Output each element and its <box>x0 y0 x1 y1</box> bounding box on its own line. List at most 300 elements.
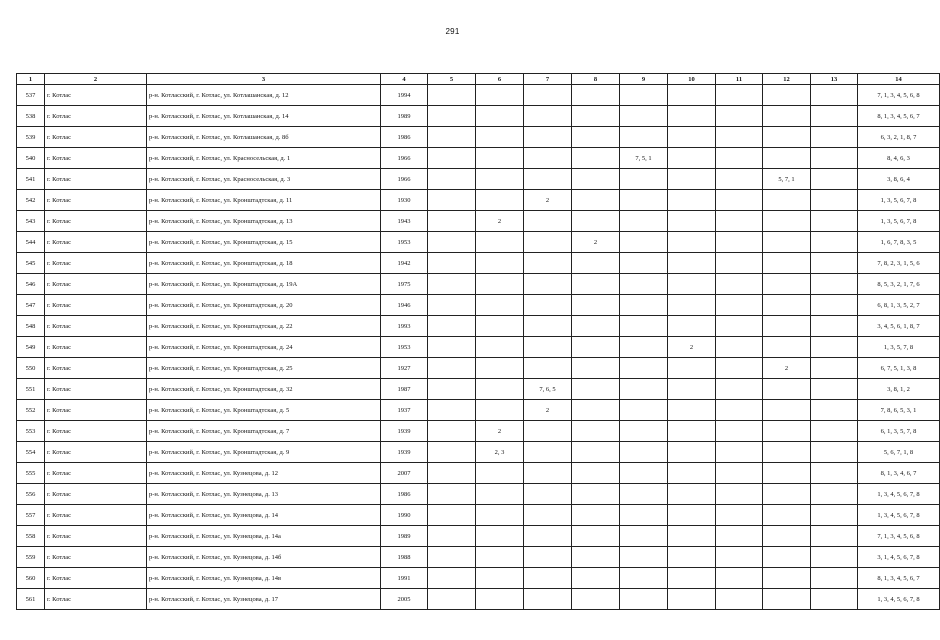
column-header-8: 8 <box>572 74 620 85</box>
cell-col-14: 1, 3, 4, 5, 6, 7, 8 <box>858 505 940 526</box>
column-header-9: 9 <box>620 74 668 85</box>
column-header-12: 12 <box>763 74 811 85</box>
cell-col-7 <box>524 169 572 190</box>
cell-col-7 <box>524 211 572 232</box>
cell-year: 1942 <box>381 253 428 274</box>
cell-col-9 <box>620 526 668 547</box>
cell-col-12 <box>763 463 811 484</box>
cell-col-13 <box>811 169 858 190</box>
cell-col-12 <box>763 316 811 337</box>
cell-col-11 <box>716 190 763 211</box>
cell-col-9 <box>620 400 668 421</box>
cell-col-8 <box>572 337 620 358</box>
cell-col-10 <box>668 106 716 127</box>
cell-col-14: 3, 8, 1, 2 <box>858 379 940 400</box>
cell-col-14: 7, 1, 3, 4, 5, 6, 8 <box>858 526 940 547</box>
cell-col-7 <box>524 232 572 253</box>
cell-col-11 <box>716 421 763 442</box>
cell-col-5 <box>428 211 476 232</box>
table-row <box>17 295 940 316</box>
cell-col-5 <box>428 589 476 610</box>
cell-col-8 <box>572 253 620 274</box>
cell-col-6 <box>476 547 524 568</box>
cell-col-14: 1, 3, 5, 6, 7, 8 <box>858 211 940 232</box>
cell-col-6 <box>476 463 524 484</box>
cell-col-11 <box>716 379 763 400</box>
cell-col-11 <box>716 463 763 484</box>
cell-col-14: 8, 5, 3, 2, 1, 7, 6 <box>858 274 940 295</box>
cell-col-6 <box>476 316 524 337</box>
cell-col-11 <box>716 505 763 526</box>
cell-col-5 <box>428 379 476 400</box>
column-header-11: 11 <box>716 74 763 85</box>
cell-year: 1994 <box>381 85 428 106</box>
cell-row-number: 542 <box>17 190 45 211</box>
cell-row-number: 550 <box>17 358 45 379</box>
cell-col-7 <box>524 358 572 379</box>
cell-col-14: 1, 3, 4, 5, 6, 7, 8 <box>858 589 940 610</box>
table-row <box>17 85 940 106</box>
cell-year: 1986 <box>381 484 428 505</box>
cell-city: г. Котлас <box>45 232 147 253</box>
cell-col-8 <box>572 526 620 547</box>
cell-col-11 <box>716 295 763 316</box>
cell-col-9 <box>620 274 668 295</box>
cell-col-5 <box>428 253 476 274</box>
cell-address: р-н. Котласский, г. Котлас, ул. Кронштадтская, д. 15 <box>147 232 381 253</box>
cell-col-13 <box>811 295 858 316</box>
cell-col-13 <box>811 421 858 442</box>
cell-col-7 <box>524 85 572 106</box>
cell-year: 1991 <box>381 568 428 589</box>
cell-address: р-н. Котласский, г. Котлас, ул. Кронштадтская, д. 18 <box>147 253 381 274</box>
cell-col-10 <box>668 232 716 253</box>
cell-col-6: 2 <box>476 211 524 232</box>
cell-col-8 <box>572 463 620 484</box>
cell-col-10 <box>668 316 716 337</box>
cell-col-7 <box>524 568 572 589</box>
cell-year: 1975 <box>381 274 428 295</box>
cell-col-12: 2 <box>763 358 811 379</box>
cell-city: г. Котлас <box>45 442 147 463</box>
cell-col-5 <box>428 400 476 421</box>
cell-row-number: 557 <box>17 505 45 526</box>
cell-col-10 <box>668 505 716 526</box>
data-table <box>16 73 940 610</box>
cell-col-12 <box>763 400 811 421</box>
cell-city: г. Котлас <box>45 169 147 190</box>
cell-year: 1939 <box>381 421 428 442</box>
cell-col-9 <box>620 337 668 358</box>
cell-year: 1989 <box>381 106 428 127</box>
cell-col-5 <box>428 358 476 379</box>
cell-address: р-н. Котласский, г. Котлас, ул. Кузнецова, д. 17 <box>147 589 381 610</box>
cell-col-11 <box>716 148 763 169</box>
cell-col-10 <box>668 589 716 610</box>
cell-col-6 <box>476 127 524 148</box>
cell-col-5 <box>428 169 476 190</box>
cell-col-12 <box>763 547 811 568</box>
cell-city: г. Котлас <box>45 148 147 169</box>
cell-col-10 <box>668 463 716 484</box>
cell-year: 2007 <box>381 463 428 484</box>
cell-city: г. Котлас <box>45 211 147 232</box>
cell-city: г. Котлас <box>45 253 147 274</box>
cell-col-11 <box>716 484 763 505</box>
cell-col-9 <box>620 316 668 337</box>
cell-address: р-н. Котласский, г. Котлас, ул. Кузнецова, д. 13 <box>147 484 381 505</box>
table-row <box>17 505 940 526</box>
column-header-3: 3 <box>147 74 381 85</box>
cell-col-6 <box>476 295 524 316</box>
table-row <box>17 127 940 148</box>
column-header-4: 4 <box>381 74 428 85</box>
cell-col-8 <box>572 211 620 232</box>
table-row <box>17 568 940 589</box>
cell-col-6 <box>476 169 524 190</box>
cell-row-number: 537 <box>17 85 45 106</box>
cell-address: р-н. Котласский, г. Котлас, ул. Кронштадтская, д. 24 <box>147 337 381 358</box>
cell-col-13 <box>811 274 858 295</box>
cell-city: г. Котлас <box>45 295 147 316</box>
cell-col-12 <box>763 505 811 526</box>
cell-address: р-н. Котласский, г. Котлас, ул. Кронштадтская, д. 7 <box>147 421 381 442</box>
cell-col-12 <box>763 589 811 610</box>
cell-col-13 <box>811 106 858 127</box>
cell-col-10 <box>668 400 716 421</box>
cell-col-9 <box>620 442 668 463</box>
table-body <box>17 85 940 610</box>
cell-row-number: 545 <box>17 253 45 274</box>
cell-col-13 <box>811 589 858 610</box>
cell-col-9 <box>620 484 668 505</box>
cell-address: р-н. Котласский, г. Котлас, ул. Кузнецова, д. 12 <box>147 463 381 484</box>
cell-col-14: 1, 3, 5, 6, 7, 8 <box>858 190 940 211</box>
cell-col-7 <box>524 463 572 484</box>
cell-col-12 <box>763 379 811 400</box>
cell-year: 1946 <box>381 295 428 316</box>
cell-col-13 <box>811 442 858 463</box>
cell-col-10 <box>668 526 716 547</box>
cell-col-13 <box>811 127 858 148</box>
cell-address: р-н. Котласский, г. Котлас, ул. Котлашанская, д. 12 <box>147 85 381 106</box>
column-header-7: 7 <box>524 74 572 85</box>
table-row <box>17 547 940 568</box>
cell-col-14: 8, 1, 3, 4, 5, 6, 7 <box>858 568 940 589</box>
cell-address: р-н. Котласский, г. Котлас, ул. Кузнецова, д. 14а <box>147 526 381 547</box>
cell-col-7: 2 <box>524 400 572 421</box>
cell-col-6 <box>476 484 524 505</box>
column-header-1: 1 <box>17 74 45 85</box>
cell-col-7 <box>524 127 572 148</box>
table-row <box>17 526 940 547</box>
cell-city: г. Котлас <box>45 463 147 484</box>
cell-col-7: 7, 6, 5 <box>524 379 572 400</box>
cell-col-10 <box>668 211 716 232</box>
column-header-5: 5 <box>428 74 476 85</box>
cell-col-5 <box>428 316 476 337</box>
cell-col-7 <box>524 442 572 463</box>
cell-col-8 <box>572 358 620 379</box>
table-row <box>17 442 940 463</box>
cell-row-number: 552 <box>17 400 45 421</box>
cell-col-10 <box>668 274 716 295</box>
cell-col-9 <box>620 85 668 106</box>
cell-col-7 <box>524 484 572 505</box>
table-row <box>17 148 940 169</box>
cell-col-7 <box>524 547 572 568</box>
cell-city: г. Котлас <box>45 526 147 547</box>
cell-year: 1953 <box>381 337 428 358</box>
cell-row-number: 547 <box>17 295 45 316</box>
cell-col-6 <box>476 274 524 295</box>
cell-city: г. Котлас <box>45 274 147 295</box>
cell-col-11 <box>716 337 763 358</box>
cell-col-14: 8, 1, 3, 4, 5, 6, 7 <box>858 106 940 127</box>
cell-col-8 <box>572 379 620 400</box>
cell-col-12 <box>763 253 811 274</box>
cell-col-9 <box>620 253 668 274</box>
cell-col-11 <box>716 547 763 568</box>
cell-col-11 <box>716 358 763 379</box>
cell-col-13 <box>811 568 858 589</box>
cell-row-number: 549 <box>17 337 45 358</box>
cell-col-13 <box>811 337 858 358</box>
cell-col-6 <box>476 253 524 274</box>
cell-col-10 <box>668 421 716 442</box>
cell-col-12: 5, 7, 1 <box>763 169 811 190</box>
cell-row-number: 559 <box>17 547 45 568</box>
cell-col-13 <box>811 211 858 232</box>
cell-row-number: 554 <box>17 442 45 463</box>
cell-col-12 <box>763 127 811 148</box>
table-row <box>17 484 940 505</box>
cell-row-number: 551 <box>17 379 45 400</box>
cell-col-12 <box>763 442 811 463</box>
cell-address: р-н. Котласский, г. Котлас, ул. Кронштадтская, д. 5 <box>147 400 381 421</box>
cell-address: р-н. Котласский, г. Котлас, ул. Котлашанская, д. 8б <box>147 127 381 148</box>
cell-row-number: 541 <box>17 169 45 190</box>
cell-row-number: 539 <box>17 127 45 148</box>
cell-col-7 <box>524 505 572 526</box>
cell-col-6 <box>476 379 524 400</box>
cell-col-8 <box>572 400 620 421</box>
cell-col-9 <box>620 421 668 442</box>
cell-col-14: 1, 3, 4, 5, 6, 7, 8 <box>858 484 940 505</box>
cell-col-5 <box>428 337 476 358</box>
cell-address: р-н. Котласский, г. Котлас, ул. Кронштадтская, д. 22 <box>147 316 381 337</box>
cell-col-6 <box>476 400 524 421</box>
cell-col-12 <box>763 295 811 316</box>
cell-city: г. Котлас <box>45 589 147 610</box>
cell-col-8 <box>572 127 620 148</box>
cell-col-8 <box>572 421 620 442</box>
cell-col-5 <box>428 505 476 526</box>
cell-col-8 <box>572 190 620 211</box>
column-header-14: 14 <box>858 74 940 85</box>
cell-address: р-н. Котласский, г. Котлас, ул. Кронштадтская, д. 11 <box>147 190 381 211</box>
cell-col-13 <box>811 400 858 421</box>
cell-col-11 <box>716 211 763 232</box>
table-row <box>17 379 940 400</box>
cell-city: г. Котлас <box>45 379 147 400</box>
cell-col-6 <box>476 148 524 169</box>
cell-col-10 <box>668 85 716 106</box>
cell-col-12 <box>763 274 811 295</box>
cell-row-number: 548 <box>17 316 45 337</box>
cell-col-5 <box>428 274 476 295</box>
cell-year: 1943 <box>381 211 428 232</box>
cell-address: р-н. Котласский, г. Котлас, ул. Красносельская, д. 3 <box>147 169 381 190</box>
cell-col-8 <box>572 568 620 589</box>
cell-col-14: 6, 3, 2, 1, 8, 7 <box>858 127 940 148</box>
cell-col-5 <box>428 526 476 547</box>
cell-col-14: 5, 6, 7, 1, 8 <box>858 442 940 463</box>
cell-address: р-н. Котласский, г. Котлас, ул. Кузнецова, д. 14б <box>147 547 381 568</box>
cell-col-9 <box>620 379 668 400</box>
cell-row-number: 561 <box>17 589 45 610</box>
cell-col-12 <box>763 568 811 589</box>
cell-col-13 <box>811 148 858 169</box>
cell-col-10 <box>668 358 716 379</box>
cell-col-12 <box>763 190 811 211</box>
table-row <box>17 274 940 295</box>
cell-col-5 <box>428 127 476 148</box>
cell-year: 1939 <box>381 442 428 463</box>
cell-address: р-н. Котласский, г. Котлас, ул. Кронштадтская, д. 32 <box>147 379 381 400</box>
table-row <box>17 400 940 421</box>
cell-col-9 <box>620 568 668 589</box>
cell-col-13 <box>811 358 858 379</box>
table-row <box>17 463 940 484</box>
cell-year: 1988 <box>381 547 428 568</box>
cell-col-13 <box>811 547 858 568</box>
cell-row-number: 553 <box>17 421 45 442</box>
cell-col-13 <box>811 505 858 526</box>
cell-col-7 <box>524 274 572 295</box>
cell-col-13 <box>811 190 858 211</box>
cell-col-11 <box>716 316 763 337</box>
cell-col-12 <box>763 526 811 547</box>
cell-col-5 <box>428 547 476 568</box>
table-row <box>17 316 940 337</box>
cell-col-10 <box>668 484 716 505</box>
cell-year: 1966 <box>381 169 428 190</box>
cell-col-5 <box>428 106 476 127</box>
cell-col-11 <box>716 589 763 610</box>
cell-col-6 <box>476 106 524 127</box>
cell-col-11 <box>716 127 763 148</box>
table-row <box>17 106 940 127</box>
cell-col-10 <box>668 253 716 274</box>
cell-col-9 <box>620 127 668 148</box>
cell-col-8 <box>572 295 620 316</box>
cell-address: р-н. Котласский, г. Котлас, ул. Кронштадтская, д. 19А <box>147 274 381 295</box>
cell-address: р-н. Котласский, г. Котлас, ул. Кузнецова, д. 14в <box>147 568 381 589</box>
cell-col-12 <box>763 421 811 442</box>
table-row <box>17 421 940 442</box>
cell-city: г. Котлас <box>45 505 147 526</box>
cell-col-14: 3, 8, 6, 4 <box>858 169 940 190</box>
cell-col-12 <box>763 484 811 505</box>
cell-col-10: 2 <box>668 337 716 358</box>
cell-address: р-н. Котласский, г. Котлас, ул. Котлашанская, д. 14 <box>147 106 381 127</box>
cell-col-5 <box>428 148 476 169</box>
cell-address: р-н. Котласский, г. Котлас, ул. Кронштадтская, д. 25 <box>147 358 381 379</box>
cell-col-14: 6, 8, 1, 3, 5, 2, 7 <box>858 295 940 316</box>
cell-col-13 <box>811 379 858 400</box>
cell-address: р-н. Котласский, г. Котлас, ул. Красносельская, д. 1 <box>147 148 381 169</box>
cell-city: г. Котлас <box>45 484 147 505</box>
cell-col-5 <box>428 85 476 106</box>
cell-address: р-н. Котласский, г. Котлас, ул. Кузнецова, д. 14 <box>147 505 381 526</box>
cell-col-14: 1, 3, 5, 7, 8 <box>858 337 940 358</box>
cell-col-9 <box>620 589 668 610</box>
cell-city: г. Котлас <box>45 106 147 127</box>
cell-col-8 <box>572 316 620 337</box>
cell-col-6 <box>476 568 524 589</box>
cell-col-9 <box>620 106 668 127</box>
cell-col-10 <box>668 379 716 400</box>
cell-col-12 <box>763 85 811 106</box>
cell-col-11 <box>716 232 763 253</box>
cell-col-14: 6, 7, 5, 1, 3, 8 <box>858 358 940 379</box>
cell-col-5 <box>428 442 476 463</box>
cell-col-13 <box>811 526 858 547</box>
cell-col-5 <box>428 463 476 484</box>
cell-col-6 <box>476 232 524 253</box>
cell-col-14: 3, 1, 4, 5, 6, 7, 8 <box>858 547 940 568</box>
cell-col-7 <box>524 316 572 337</box>
cell-col-9 <box>620 295 668 316</box>
cell-col-8: 2 <box>572 232 620 253</box>
cell-col-11 <box>716 274 763 295</box>
cell-col-8 <box>572 106 620 127</box>
cell-col-7 <box>524 421 572 442</box>
cell-col-11 <box>716 106 763 127</box>
cell-address: р-н. Котласский, г. Котлас, ул. Кронштадтская, д. 20 <box>147 295 381 316</box>
cell-col-9: 7, 5, 1 <box>620 148 668 169</box>
cell-col-9 <box>620 505 668 526</box>
cell-row-number: 544 <box>17 232 45 253</box>
table-row <box>17 169 940 190</box>
cell-row-number: 543 <box>17 211 45 232</box>
cell-col-6 <box>476 337 524 358</box>
cell-city: г. Котлас <box>45 568 147 589</box>
cell-col-8 <box>572 442 620 463</box>
cell-col-13 <box>811 232 858 253</box>
cell-col-6: 2, 3 <box>476 442 524 463</box>
cell-col-5 <box>428 295 476 316</box>
cell-col-7 <box>524 589 572 610</box>
cell-col-13 <box>811 463 858 484</box>
cell-city: г. Котлас <box>45 337 147 358</box>
cell-row-number: 540 <box>17 148 45 169</box>
cell-col-6 <box>476 505 524 526</box>
cell-col-10 <box>668 190 716 211</box>
cell-city: г. Котлас <box>45 358 147 379</box>
cell-col-7 <box>524 253 572 274</box>
cell-col-14: 8, 4, 6, 3 <box>858 148 940 169</box>
cell-col-10 <box>668 127 716 148</box>
cell-col-11 <box>716 568 763 589</box>
cell-col-11 <box>716 400 763 421</box>
cell-col-13 <box>811 316 858 337</box>
cell-col-8 <box>572 148 620 169</box>
cell-row-number: 538 <box>17 106 45 127</box>
cell-year: 1930 <box>381 190 428 211</box>
cell-row-number: 555 <box>17 463 45 484</box>
